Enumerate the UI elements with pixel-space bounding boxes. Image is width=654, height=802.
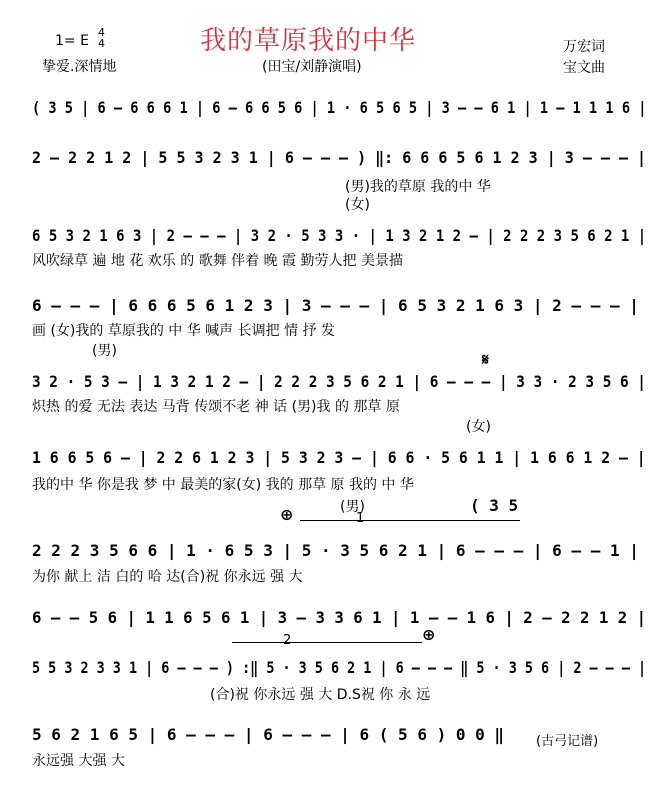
- time-top: 4: [98, 26, 105, 39]
- ending-bracket-1: [300, 520, 520, 521]
- score-line-3: 6 5 3 2 1 6 3 | 2 — — — | 3 2 · 5 3 3 · | 1 3 2 1 2 — | 2 2 2 3 5 6 2 1 |: [32, 226, 647, 245]
- performers: (田宝/刘静演唱): [262, 59, 362, 75]
- score-line-10: 5 6 2 1 6 5 | 6 — — — | 6 — — — | 6 ( 5 6 ) 0 0 ‖: [32, 725, 505, 744]
- score-line-1: ( 3 5 | 6 — 6 6 6 1 | 6 — 6 6 5 6 | 1 · 6 5 6 5 | 3 — — 6 1 | 1 — 1 1 1 6 |: [32, 98, 647, 117]
- score-line-4: 6 — — — | 6 6 6 5 6 1 2 3 | 3 — — — | 6 5 3 2 1 6 3 | 2 — — — |: [32, 296, 639, 315]
- lyric-line-7: 为你 献上 洁 白的 哈 达(合)祝 你永远 强 大: [32, 569, 303, 585]
- lyric-line-5a: 炽热 的爱 无法 表达 马背 传颂不老 神 话 (男)我 的 那草 原: [32, 399, 400, 415]
- transcriber-note: (古弓记谱): [536, 734, 599, 749]
- score-line-9: 5 5 3 2 3 3 1 | 6 — — — ) :‖ 5 · 3 5 6 2 1 | 6 — — — ‖ 5 · 3 5 6 | 2 — — — |: [32, 658, 647, 677]
- ending-1-label: 1: [356, 511, 365, 526]
- lyric-line-3: 风吹绿草 遍 地 花 欢乐 的 歌舞 伴着 晚 霞 勤劳人把 美景描: [32, 253, 403, 269]
- lyric-line-5b: (女): [466, 419, 491, 435]
- coda-mark-1: ⊕: [280, 505, 294, 524]
- lyric-line-2a: (男)我的草原 我的中 华: [345, 179, 491, 195]
- lyric-line-10: 永远强 大强 大: [32, 753, 125, 769]
- ending-2-label: 2: [283, 633, 292, 648]
- lyric-line-4a: 画 (女)我的 草原我的 中 华 喊声 长调把 情 抒 发: [32, 323, 335, 339]
- score-line-6: 1 6 6 5 6 — | 2 2 6 1 2 3 | 5 3 2 3 — | 6 6 · 5 6 1 1 | 1 6 6 1 2 — |: [32, 448, 646, 467]
- lyric-line-4b: (男): [92, 343, 117, 359]
- composer: 宝文曲: [563, 60, 605, 76]
- score-line-5: 3 2 · 5 3 — | 1 3 2 1 2 — | 2 2 2 3 5 6 2 1 | 6 — — — | 3 3 · 2 3 5 6 |: [32, 372, 646, 391]
- time-signature: [98, 27, 105, 49]
- lyric-line-2b: (女): [345, 197, 370, 213]
- ending-bracket-2: [232, 642, 422, 643]
- expression-mark: 挚爱.深情地: [42, 59, 117, 75]
- score-line-2: 2 — 2 2 1 2 | 5 5 3 2 3 1 | 6 — — — ) ‖: 6 6 6 5 6 1 2 3 | 3 — — — |: [32, 148, 647, 167]
- score-line-7: 2 2 2 3 5 6 6 | 1 · 6 5 3 | 5 · 3 5 6 2 1 | 6 — — — | 6 — — 1 |: [32, 541, 639, 560]
- lyric-line-6b: (男): [340, 499, 365, 515]
- lyric-line-6c: ( 3 5: [470, 496, 519, 515]
- coda-mark-2: ⊕: [422, 625, 436, 644]
- lyricist: 万宏词: [563, 39, 605, 55]
- lyric-line-9: (合)祝 你永远 强 大 D.S祝 你 永 远: [210, 687, 431, 703]
- song-title: 我的草原我的中华: [200, 26, 417, 56]
- segno-mark: 𝄋: [482, 350, 489, 369]
- score-line-8: 6 — — 5 6 | 1 1 6 5 6 1 | 3 — 3 3 6 1 | 1 — — 1 6 | 2 — 2 2 1 2 |: [32, 608, 647, 627]
- lyric-line-6a: 我的中 华 你是我 梦 中 最美的家(女) 我的 那草 原 我的 中 华: [32, 477, 414, 493]
- key-signature: 1= E: [55, 33, 89, 49]
- time-bottom: 4: [98, 37, 105, 50]
